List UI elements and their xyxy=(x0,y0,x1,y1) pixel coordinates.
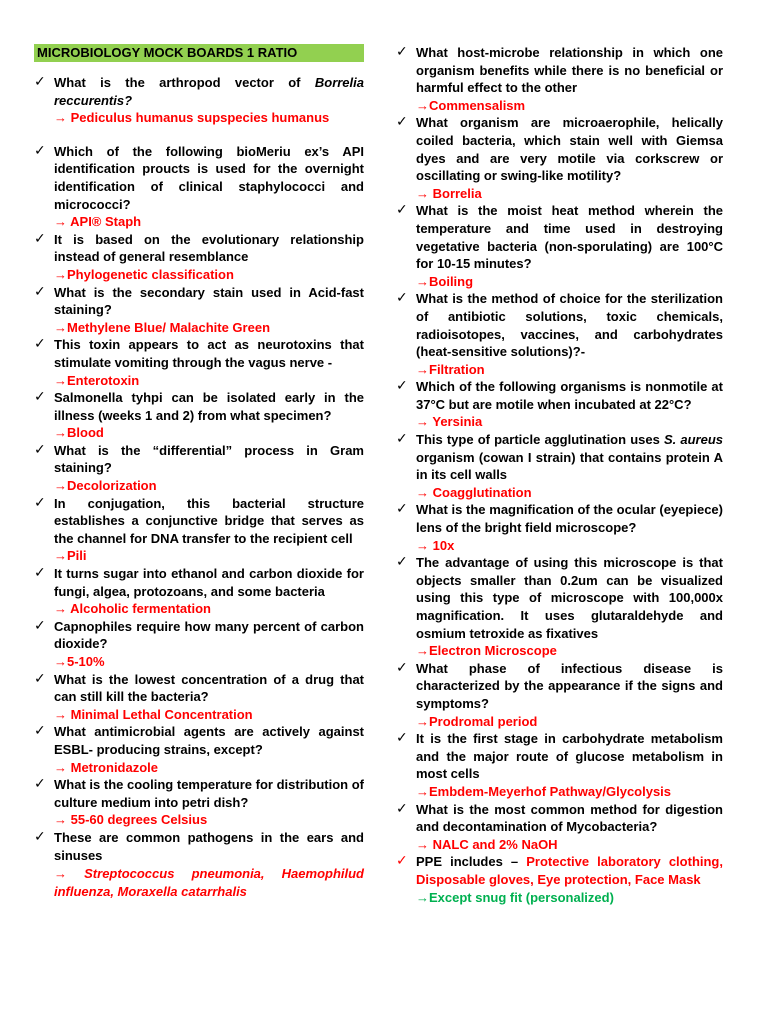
checkmark-icon: ✓ xyxy=(34,828,46,845)
checkmark-icon: ✓ xyxy=(396,378,408,395)
list-item xyxy=(34,723,364,776)
answer-text: → Yersinia xyxy=(416,414,483,430)
answer-text: → API® Staph xyxy=(54,214,142,230)
checkmark-icon: ✓ xyxy=(396,501,408,518)
list-item xyxy=(396,730,723,800)
question-text: What organism are microaerophile, helically coiled bacteria, which stain well with Giemsa dyes and are very motile via corkscrew or oscillating or swing-like motility? xyxy=(416,115,723,184)
list-item xyxy=(34,671,364,724)
ppe-lead: PPE includes – xyxy=(416,854,527,870)
question-text: What is the most common method for digestion and decontamination of Mycobacteria? xyxy=(416,801,723,835)
checkmark-icon: ✓ xyxy=(34,565,46,582)
answer-text: → Metronidazole xyxy=(54,759,159,775)
question-text: What is the “differential” process in Gram staining? xyxy=(54,442,364,476)
checkmark-icon: ✓ xyxy=(34,336,46,353)
answer-text: → NALC and 2% NaOH xyxy=(416,836,558,852)
question-text: Which of the following organisms is nonmotile at 37°C but are motile when incubated at 22°C? xyxy=(416,379,723,412)
answer-text: →Phylogenetic classification xyxy=(54,266,234,282)
question-text: It turns sugar into ethanol and carbon dioxide for fungi, algea, protozoans, and some bacteria xyxy=(54,566,364,599)
checkmark-icon: ✓ xyxy=(396,554,408,571)
list-item xyxy=(34,618,364,671)
question-text: Which of the following bioMeriu ex’s API identification proucts is used for the overnight identification of clinical staphylococci and micrococci? xyxy=(54,143,364,212)
answer-text: → Minimal Lethal Concentration xyxy=(54,706,253,722)
question-italic: Borrelia reccurentis? xyxy=(54,75,364,108)
list-item xyxy=(396,554,723,660)
checkmark-icon: ✓ xyxy=(396,290,408,307)
checkmark-icon: ✓ xyxy=(34,776,46,793)
question-italic: S. aureus xyxy=(663,432,723,448)
answer-text: →Embdem-Meyerhof Pathway/Glycolysis xyxy=(416,783,672,799)
list-item xyxy=(34,495,364,565)
list-item xyxy=(396,44,723,114)
question-text: Capnophiles require how many percent of carbon dioxide? xyxy=(54,618,364,652)
question-text: What is the secondary stain used in Acid-fast staining? xyxy=(54,284,364,318)
question-text: These are common pathogens in the ears and sinuses xyxy=(54,829,364,863)
question-text: What antimicrobial agents are actively against ESBL- producing strains, except? xyxy=(54,724,364,757)
checkmark-icon: ✓ xyxy=(396,800,408,817)
answer-text: →5-10% xyxy=(54,654,105,669)
list-item-ppe xyxy=(396,853,723,906)
list-item xyxy=(34,284,364,337)
answer-text: →Electron Microscope xyxy=(416,643,557,659)
list-item xyxy=(396,202,723,290)
checkmark-icon: ✓ xyxy=(396,659,408,676)
checkmark-icon: ✓ xyxy=(34,283,46,300)
checkmark-icon: ✓ xyxy=(34,723,46,740)
list-item xyxy=(34,143,364,231)
checkmark-icon: ✓ xyxy=(34,230,46,247)
checkmark-icon: ✓ xyxy=(396,431,408,448)
list-item xyxy=(34,74,364,127)
list-item xyxy=(34,442,364,495)
answer-text: →Blood xyxy=(54,425,104,441)
checkmark-icon: ✓ xyxy=(34,617,46,634)
list-item xyxy=(396,660,723,730)
question-text: What phase of infectious disease is characterized by the appearance if the signs and symptoms? xyxy=(416,660,723,711)
question-text: This type of particle agglutination uses xyxy=(416,432,664,448)
question-text: This toxin appears to act as neurotoxins that stimulate vomiting through the vagus nerve - xyxy=(54,337,364,370)
question-text: What is the lowest concentration of a drug that can still kill the bacteria? xyxy=(54,671,364,705)
list-item xyxy=(34,336,364,389)
checkmark-icon: ✓ xyxy=(34,389,46,406)
answer-text: → Streptococcus pneumonia, Haemophilud influenza, Moraxella catarrhalis xyxy=(54,866,364,899)
checkmark-icon: ✓ xyxy=(34,670,46,687)
question-text: organism (cowan I strain) that contains protein A in its cell walls xyxy=(416,449,723,483)
checkmark-icon: ✓ xyxy=(34,74,46,90)
answer-text: →Methylene Blue/ Malachite Green xyxy=(54,319,271,335)
checkmark-icon: ✓ xyxy=(396,853,408,870)
list-item xyxy=(396,501,723,554)
question-text: The advantage of using this microscope is that objects smaller than 0.2um can be visualized using this type of microscope with 100,000x magnification. It uses glutaraldehyde and osmium tetroxide as fixatives xyxy=(416,555,723,641)
question-text: It is the first stage in carbohydrate metabolism and the major route of glucose metabolism in most cells xyxy=(416,731,723,782)
list-item xyxy=(396,801,723,854)
list-item xyxy=(396,290,723,378)
answer-text: → Borrelia xyxy=(416,185,482,201)
answer-text: →Commensalism xyxy=(416,97,526,113)
question-text: It is based on the evolutionary relationship instead of general resemblance xyxy=(54,231,364,265)
question-text: What is the method of choice for the sterilization of antibiotic solutions, toxic chemicals, radioisotopes, vaccines, and carbohydrates (heat-sensitive solutions)?- xyxy=(416,291,723,360)
list-item xyxy=(34,231,364,284)
question-text: What is the magnification of the ocular (eyepiece) lens of the bright field microscope? xyxy=(416,502,723,536)
ppe-items: Protective laboratory clothing, Disposable gloves, Eye protection, Face Mask xyxy=(416,854,723,887)
question-text: In conjugation, this bacterial structure establishes a conjunctive bridge that serves as the channel for DNA transfer to the recipient cell xyxy=(54,495,364,546)
checkmark-icon: ✓ xyxy=(34,142,46,159)
question-text: What is the cooling temperature for distribution of culture medium into petri dish? xyxy=(54,777,364,810)
answer-text: → Alcoholic fermentation xyxy=(54,601,211,617)
list-item xyxy=(396,114,723,202)
list-item xyxy=(34,829,364,900)
question-text: Salmonella tyhpi can be isolated early in the illness (weeks 1 and 2) from what specimen? xyxy=(54,390,364,423)
checkmark-icon: ✓ xyxy=(396,114,408,131)
answer-text: →Decolorization xyxy=(54,478,157,494)
checkmark-icon: ✓ xyxy=(396,44,408,60)
answer-text: → 10x xyxy=(416,537,455,553)
page-title: MICROBIOLOGY MOCK BOARDS 1 RATIO xyxy=(34,44,364,62)
question-text: What host-microbe relationship in which one organism benefits while there is no beneficial or harmful effect to the other xyxy=(416,45,723,96)
question-text: What is the moist heat method wherein the temperature and time used in destroying vegetative bacteria (non-sporulating) are 100°C for 10-15 minutes? xyxy=(416,203,723,272)
list-item xyxy=(396,431,723,501)
answer-text: → 55-60 degrees Celsius xyxy=(54,812,208,828)
list-item xyxy=(34,565,364,618)
answer-text: → Pediculus humanus supspecies humanus xyxy=(54,110,330,126)
question-text: What is the arthropod vector of xyxy=(54,75,315,90)
left-column xyxy=(34,44,364,900)
checkmark-icon: ✓ xyxy=(396,730,408,747)
answer-text: →Pili xyxy=(54,548,87,564)
answer-text: →Prodromal period xyxy=(416,713,538,729)
list-item xyxy=(396,378,723,431)
checkmark-icon: ✓ xyxy=(34,494,46,511)
answer-text: →Boiling xyxy=(416,273,474,289)
answer-text: →Enterotoxin xyxy=(54,372,140,388)
list-item xyxy=(34,776,364,829)
ppe-except: →Except snug fit (personalized) xyxy=(416,889,614,905)
list-item xyxy=(34,389,364,442)
checkmark-icon: ✓ xyxy=(396,202,408,219)
answer-text: → Coagglutination xyxy=(416,484,532,500)
right-column xyxy=(396,44,723,906)
answer-text: →Filtration xyxy=(416,361,485,377)
checkmark-icon: ✓ xyxy=(34,441,46,458)
